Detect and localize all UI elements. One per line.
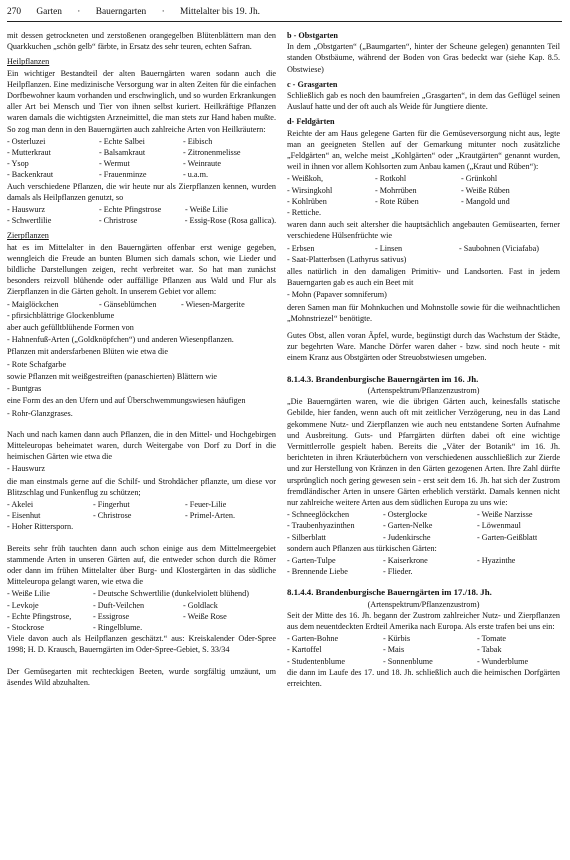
- paragraph: Nach und nach kamen dann auch Pflanzen, die in den Mittel- und Hochgebirgen Mitteleuropas beheimatet waren, durch Weitergabe von Dorf zu Dorf in die heimischen Gärten wie etwa die: [7, 429, 276, 462]
- list-item: - Hahnenfuß-Arten („Goldknöpfchen“) und anderen Wiesenpflanzen.: [7, 335, 234, 345]
- list-item: - Flieder.: [383, 567, 413, 577]
- section-heading: Zierpflanzen: [7, 231, 49, 241]
- list-item: - Saat-Platterbsen (Lathyrus sativus): [287, 254, 407, 264]
- paragraph: Bereits sehr früh tauchten dann auch schon einige aus dem Mittelmeergebiet stammende Arten in unseren Gärten auf, die entweder schon durch die Römer oder dann im frühen Mittelalter über Burg- und Klostergärten in das südliche Mitteleuropa gelangt waren, wie etwa die: [7, 543, 276, 587]
- right-column: [287, 30, 560, 690]
- list-item: - Kaiserkrone: [383, 555, 428, 565]
- list-item: - Levkoje: [7, 600, 39, 610]
- list-item: - Eisenhut: [7, 511, 41, 521]
- paragraph: sondern auch Pflanzen aus türkischen Gärten:: [287, 543, 437, 553]
- paragraph: Pflanzen mit andersfarbenen Blüten wie etwa die: [7, 347, 168, 357]
- list-item: - Christrose: [98, 216, 138, 226]
- list-item: - Maiglöckchen: [7, 299, 59, 309]
- list-item: - Weiße Lilie: [185, 205, 228, 215]
- list-item: - Echte Pfingstrose: [99, 205, 162, 215]
- list-item: - Linsen: [375, 243, 403, 253]
- list-item: - Rohr-Glanzgrases.: [7, 408, 73, 418]
- plant-list-row: [7, 136, 276, 147]
- header-separator: ·: [77, 7, 81, 17]
- plant-list-row: [7, 158, 276, 169]
- list-item: - Löwenmaul: [477, 521, 521, 531]
- plant-list-row: [287, 520, 560, 531]
- plant-list-row: [7, 299, 276, 310]
- list-item: - Hauswurz: [7, 205, 45, 215]
- list-item: - Mutterkraut: [7, 148, 51, 158]
- plant-list-row: [7, 169, 276, 180]
- list-item: - Stockrose: [7, 622, 45, 632]
- list-item: - Silberblatt: [287, 532, 326, 542]
- plant-list-row: [287, 656, 560, 667]
- list-item: - Rote Rüben: [375, 196, 419, 206]
- list-item: - Wunderblume: [477, 656, 529, 666]
- list-item: - Brennende Liebe: [287, 567, 348, 577]
- list-item: - Feuer-Lilie: [185, 499, 227, 509]
- header-separator: ·: [161, 7, 165, 17]
- list-item: - u.a.m.: [183, 170, 209, 180]
- plant-list-row: [7, 622, 276, 633]
- list-item: - pfirsichblättrige Glockenblume: [7, 310, 115, 320]
- list-item: - Eibisch: [183, 136, 213, 146]
- list-item: - Tomate: [477, 634, 507, 644]
- list-item: - Kartoffel: [287, 645, 322, 655]
- paragraph: Seit der Mitte des 16. Jh. begann der Zustrom zahlreicher Nutz- und Zierpflanzen aus dem neuentdeckten Erdteil Amerika nach Europa. Als erste trafen bei uns ein:: [287, 610, 560, 631]
- list-item: - Essig-Rose (Rosa gallica).: [184, 216, 276, 226]
- list-item: - Sonnenblume: [383, 656, 433, 666]
- list-item: - Akelei: [7, 499, 34, 509]
- header-subsection: Bauerngarten: [95, 7, 147, 17]
- list-item: - Mais: [383, 645, 405, 655]
- list-item: - Garten-Tulpe: [287, 555, 336, 565]
- list-item: - Mangold und: [461, 196, 510, 206]
- list-item: - Hyazinthe: [477, 555, 516, 565]
- list-item: - Ringelblume.: [93, 622, 143, 632]
- list-item: - Mohrrüben: [375, 185, 417, 195]
- paragraph: Schließlich gab es noch den baumfreien „Grasgarten“, in dem das Geflügel seinen Auslauf hatte und der oft auch als Weide für Jungtiere diente.: [287, 91, 560, 112]
- list-item: - Tabak: [477, 645, 502, 655]
- plant-list-row: [7, 215, 276, 226]
- citation-paragraph: Viele davon auch als Heilpflanzen geschätzt.“ aus: Kreiskalender Oder-Spree 1998; H. D. Krausch, Bauerngärten im Oder-Spree-Gebiet, S. 33/34: [7, 634, 276, 655]
- list-item: - Garten-Bohne: [287, 634, 339, 644]
- list-item: - Judenkirsche: [383, 532, 431, 542]
- left-column: [7, 30, 276, 689]
- section-heading: Heilpflanzen: [7, 57, 50, 67]
- plant-list-row: [7, 147, 276, 158]
- list-item: - Gänseblümchen: [99, 299, 157, 309]
- plant-list-row: [7, 499, 276, 510]
- plant-list-row: [7, 510, 276, 521]
- paragraph: hat es im Mittelalter in den Bauerngärten offenbar erst wenige gegeben, wenngleich die Freude an bunten Blumen sich damals schon, wie Lieder und bildliche Darstellungen zeigen, recht verbreitet war. So hat man zunächst besonders reizvoll blühende oder auffällige Pflanzen aus Wald und Flur als Zierpflanzen in die Gärten geholt. In unserem Gebiet vor allem:: [7, 242, 276, 297]
- list-item: - Studentenblume: [287, 656, 345, 666]
- paragraph: Der Gemüsegarten mit rechteckigen Beeten, wurde sorgfältig umzäunt, um äsendes Wild abzuhalten.: [7, 666, 276, 687]
- section-subtitle: (Artenspektrum/Pflanzenzustrom): [367, 599, 480, 609]
- section-heading: 8.1.4.3. Brandenburgische Bauerngärten im 16. Jh.: [287, 373, 479, 384]
- header-rule: [7, 21, 562, 22]
- list-item: - Duft-Veilchen: [93, 600, 145, 610]
- list-item: - Rote Schafgarbe: [7, 359, 67, 369]
- list-item: - Wermut: [99, 159, 130, 169]
- plant-list-row: [287, 196, 560, 207]
- list-item: - Saubohnen (Viciafaba): [459, 243, 539, 253]
- list-item: - Weiße Rose: [183, 611, 227, 621]
- list-item: - Schwertlilie: [7, 216, 52, 226]
- list-item: - Rotkohl: [375, 174, 407, 184]
- list-item: - Wiesen-Margerite: [181, 299, 245, 309]
- list-item: - Backenkraut: [7, 170, 54, 180]
- list-item: - Weiße Lilie: [7, 589, 50, 599]
- list-item: - Zitronenmelisse: [183, 148, 241, 158]
- list-item: - Garten-Geißblatt: [477, 532, 538, 542]
- list-item: - Echte Pfingstrose,: [7, 611, 72, 621]
- plant-list-row: [287, 532, 560, 543]
- list-item: - Echte Salbei: [99, 136, 145, 146]
- list-item: - Christrose: [93, 511, 132, 521]
- list-item: - Rettiche.: [287, 208, 322, 218]
- paragraph: „Die Bauerngärten waren, wie die übrigen Gärten auch, keinesfalls statische Gebilde, hier fanden, wenn auch oft mit zeitlicher Verzögerung, neu in das Land gekommene Nutz- und Zierpflanzen wie auch neu entstandene Sorten Aufnahme und Ausbreitung. Guts- und Pfarrgärten dürften dabei oft eine wichtige Vermittlerrolle gespielt haben. Bereits die „Väter der Botanik“ im 16. Jh. berichteten in ihren Kräuterbüchern von verschiedenen ausschließlich zur Zierde und zur Herstellung von Kränzen in den Gärten gezogenen Arten. Ihre Zahl dürfte ursprünglich noch gering gewesen sein - erst seit dem 16. Jh. hat sich der Zustrom fremdländischer Arten in unsere Gärten erheblich verstärkt. Damals kennen nicht nur zahlreiche weitere Arten aus dem südlichen Europa zu uns wie:: [287, 397, 560, 507]
- paragraph: Auch verschiedene Pflanzen, die wir heute nur als Zierpflanzen kennen, wurden damals als Heilpflanzen genutzt, so: [7, 181, 276, 202]
- list-item: - Grünkohl: [461, 174, 498, 184]
- section-heading: c - Grasgarten: [287, 79, 338, 89]
- list-item: - Erbsen: [287, 243, 315, 253]
- running-header: [7, 5, 560, 19]
- paragraph: alles natürlich in den damaligen Primitiv- und Landsorten. Fast in jedem Bauerngarten gab es auch ein Beet mit: [287, 267, 560, 288]
- list-item: - Garten-Nelke: [383, 521, 433, 531]
- list-item: - Traubenhyazinthen: [287, 521, 355, 531]
- list-item: - Schneeglöckchen: [287, 510, 350, 520]
- list-item: - Essigrose: [93, 611, 130, 621]
- list-item: - Primel-Arten.: [185, 511, 236, 521]
- paragraph: Gutes Obst, allen voran Äpfel, wurde, begünstigt durch das Wachstum der Städte, zur begehrten Ware. Manche Dörfer waren daher - bzw. sind noch heute - mit einem Kranz aus Obstgärten oder Streuobstwiesen umgeben.: [287, 331, 560, 363]
- list-item: - Weiße Narzisse: [477, 510, 533, 520]
- section-heading: d- Feldgärten: [287, 117, 335, 127]
- paragraph: Reichte der am Haus gelegene Garten für die Gemüseversorgung nicht aus, legte man an geeigneten Stellen auf der Gemarkung mitunter noch zusätzliche „Feldgärten“ an, welche meist „Kohlgärten“ oder „Krautgärten“ genannt wurden, weil in ihnen vor allem Kohlsorten zum Anbau kamen („Kraut und Rüben“):: [287, 128, 560, 172]
- spacer: [7, 534, 276, 543]
- plant-list-row: [7, 588, 276, 599]
- plant-list-row: [287, 185, 560, 196]
- list-item: - Fingerhut: [93, 499, 130, 509]
- list-item: - Frauenminze: [99, 170, 147, 180]
- plant-list-row: [287, 173, 560, 184]
- list-item: - Mohn (Papaver somniferum): [287, 290, 387, 300]
- list-item: - Ysop: [7, 159, 29, 169]
- paragraph: die dann im Laufe des 17. und 18. Jh. schließlich auch die heimischen Dorfgärten erreichten.: [287, 667, 560, 688]
- list-item: - Weiße Rüben: [461, 185, 510, 195]
- plant-list-row: [287, 633, 560, 644]
- list-item: - Deutsche Schwertlilie (dunkelviolett blühend): [93, 589, 249, 599]
- paragraph: sowie Pflanzen mit weißgestreiften (panaschierten) Blättern wie: [7, 371, 218, 381]
- plant-list-row: [287, 509, 560, 520]
- list-item: - Hauswurz: [7, 464, 45, 474]
- spacer: [7, 420, 276, 429]
- section-subtitle: (Artenspektrum/Pflanzenzustrom): [367, 385, 480, 395]
- spacer: [7, 657, 276, 666]
- list-item: - Weißkoh,: [287, 174, 324, 184]
- paragraph: aber auch gefülltblühende Formen von: [7, 323, 134, 333]
- list-item: - Kohlrüben: [287, 196, 327, 206]
- paragraph: waren dann auch seit altersher die hauptsächlich angebauten Gemüsearten, ferner verschiedene Hülsenfrüchte wie: [287, 220, 560, 241]
- plant-list-row: [7, 204, 276, 215]
- paragraph: mit dessen getrockneten und zerstoßenen orangegelben Blütenblättern man den Quarkkuchen „schön gelb“ färbte, in Ersatz des sehr teuren, echten Safran.: [7, 31, 276, 52]
- plant-list-row: [7, 611, 276, 622]
- paragraph: eine Form des an den Ufern und auf Überschwemmungswiesen häufigen: [7, 396, 246, 406]
- paragraph: deren Samen man für Mohnkuchen und Mohnstolle sowie für die weihnachtlichen „Mohnstriezel“ benötigte.: [287, 302, 560, 323]
- header-section: Garten: [36, 7, 62, 17]
- header-period: Mittelalter bis 19. Jh.: [180, 7, 260, 17]
- list-item: - Balsamkraut: [99, 148, 146, 158]
- list-item: - Kürbis: [383, 634, 411, 644]
- page-number: 270: [7, 7, 22, 17]
- plant-list-row: [287, 243, 560, 254]
- plant-list-row: [7, 600, 276, 611]
- plant-list-row: [287, 644, 560, 655]
- list-item: - Buntgras: [7, 384, 42, 394]
- list-item: - Wirsingkohl: [287, 185, 333, 195]
- paragraph: In dem „Obstgarten“ („Baumgarten“, hinter der Scheune gelegen) genannten Teil standen Obstbäume, während der Boden von Gras bedeckt war (siehe Kap. 8.5. Obstwiese): [287, 42, 560, 74]
- section-heading: b - Obstgarten: [287, 31, 338, 40]
- section-heading: 8.1.4.4. Brandenburgische Bauerngärten im 17./18. Jh.: [287, 587, 492, 598]
- paragraph: die man einstmals gerne auf die Schilf- und Strohdächer pflanzte, um diese vor Blitzschlag und Funkenflug zu schützen;: [7, 476, 276, 497]
- list-item: - Osterluzei: [7, 136, 46, 146]
- plant-list-row: [287, 566, 560, 577]
- list-item: - Weinraute: [183, 159, 222, 169]
- paragraph: Ein wichtiger Bestandteil der alten Bauerngärten waren sodann auch die Heilpflanzen. Eine medizinische Versorgung war in alten Zeiten für die einfachen Dorfbewohner kaum vorhanden und erschwinglich, und so wurden Erkrankungen aller Art bei Mensch und Tier von ihnen selbst kuriert. Heilkräftige Pflanzen waren damals die wichtigsten Arzneimittel, die man stets zur Hand haben mußte. So zog man denn in den Bauerngärten auch zahlreiche Arten von Heilkräutern:: [7, 68, 276, 134]
- list-item: - Hoher Rittersporn.: [7, 522, 74, 532]
- list-item: - Osterglocke: [383, 510, 428, 520]
- list-item: - Goldlack: [183, 600, 218, 610]
- plant-list-row: [287, 555, 560, 566]
